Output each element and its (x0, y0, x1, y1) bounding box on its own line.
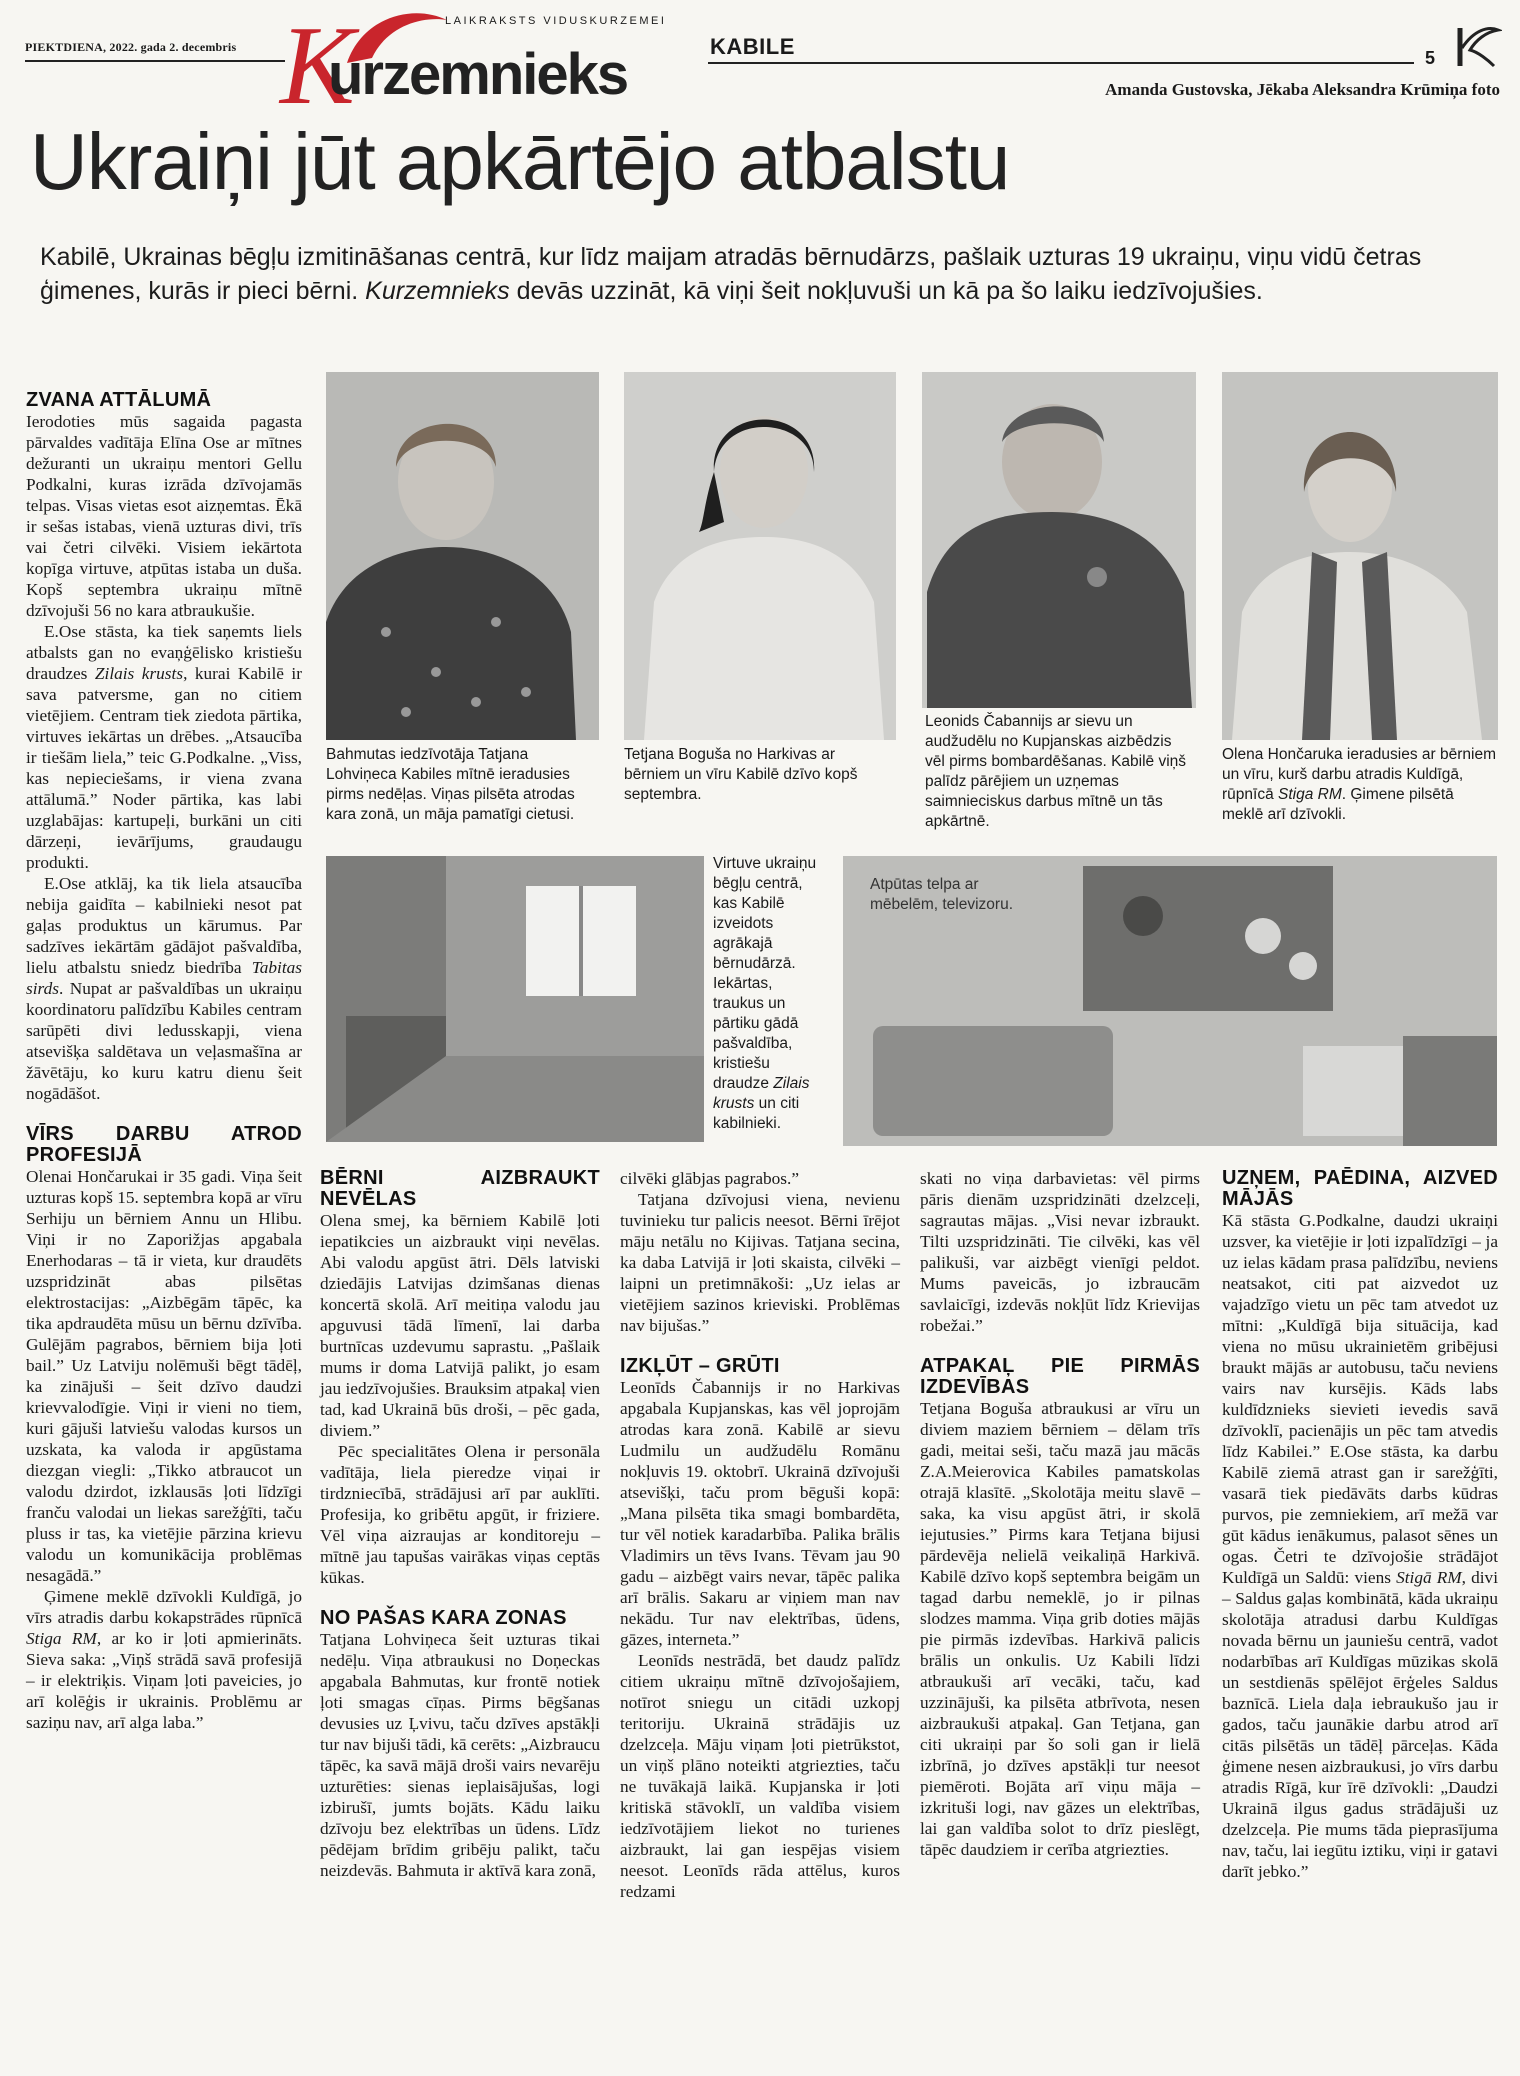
paragraph: E.Ose stāsta, ka tiek saņemts liels atbalsts gan no evaņģēlisko kristiešu draudzes Zilais krusts, kurai Kabilē ir sava patversme, gan no citiem vietējiem. Centram tiek ziedota pārtika, virtuves iekārtas un drēbes. „Atsaucība ir tiešām liela,” teic G.Podkalne. „Viss, kas nepieciešams, ir viena zvana attālumā.” Noder pārtika, kas labi uzglabājas: kartupeļi, burkāni un citi dārzeņi, ievārījums, graudaugu produkti. (26, 622, 302, 872)
caption-photo-3: Leonids Čabannijs ar sievu un audžudēlu no Kupjanskas aizbēdzis vēl pirms bombardēšanas. Kabilē viņš palīdz pārējiem un uzņemas saimnieciskus darbus mītnē un tās apkārtnē. (925, 713, 1187, 830)
newspaper-logo (280, 4, 660, 128)
paragraph: Olenai Hončarukai ir 35 gadi. Viņa šeit uzturas kopš 15. septembra kopā ar vīru Serhiju un bērniem Annu un Hlibu. Viņi ir no Zaporižjas apgabala Enerhodaras – tā ir vieta, kur draudēts uzspridzināt abas pilsētas elektrostacijas: „Aizbēgām tāpēc, ka tika apdraudēta mūsu un bērnu dzīvība. Gulējām pagrabos, bērniem bija ļoti bail.” Uz Latviju nolēmuši bēgt tādēļ, ka zinājuši – šeit dzīvo daudzi krievvalodīgie. Viņi ir vieni no tiem, kuri gājuši latviešu valodas kursos un uzskata, ka valoda ir apgūstama diezgan viegli: „Tikko atbraucot un valodu dzirdot, izklausās ļoti līdzīgi franču valodai un liekas sarežģīti, taču pluss ir tas, ka vietējie pārzina krievu valodu un komunikācija problēmas nesagādā.” (26, 1167, 302, 1585)
logo-wordmark: urzemnieks (328, 42, 628, 107)
photo-leonids-cabannijs (922, 372, 1196, 708)
caption-photo-2: Tetjana Boguša no Harkivas ar bērniem un vīru Kabilē dzīvo kopš septembra. (624, 746, 858, 803)
subhead-uznem-paedina: UZŅEM, PAĒDINA, AIZVED MĀJĀS (1222, 1167, 1498, 1210)
article-column-2 (320, 1168, 600, 1881)
portrait-woman-icon (1222, 372, 1498, 740)
paragraph: Tatjana dzīvojusi viena, nevienu tuvinieku tur palicis neesot. Bērni īrējot māju netālu no Kijivas. Tatjana secina, ka daba Latvijā ir ļoti skaista, cilvēki – laipni un pretimnākoši: „Uz ielas ar vietējiem sazinos krieviski. Problēmas nav bijušas.” (620, 1190, 900, 1335)
paragraph: Ģimene meklē dzīvokli Kuldīgā, jo vīrs atradis darbu kokapstrādes rūpnīcā Stiga RM, ar ko ir ļoti apmierināts. Sieva saka: „Viņš strādā savā profesijā – ir elektriķis. Viņam ļoti paveicies, jo arī kolēģis ir ukrainis. Problēmu ar saziņu nav, arī alga laba.” (26, 1587, 303, 1732)
section-label: KABILE (710, 34, 795, 59)
newspaper-mini-logo-icon (1452, 22, 1502, 70)
subhead-atpakal-pie-pirmas: ATPAKAĻ PIE PIRMĀS IZDEVĪBAS (920, 1355, 1200, 1398)
paragraph: Leonīds nestrādā, bet daudz palīdz citiem ukraiņu mītnē dzīvojošajiem, notīrot sniegu un citādi uzkopj teritoriju. Ukrainā strādājis uz dzelzceļa. Māju viņam ļoti pietrūkstot, un viņš plāno noteikti atgriezties, taču ne tuvākajā laikā. Kupjanska ir ļoti kritiskā stāvoklī, un valdība visiem iedzīvotājiem liekot no turienes aizbraukt, lai gan iespējas visiem neesot. Leonīds rāda attēlus, kuros redzami (620, 1651, 900, 1901)
logo-initial: K (280, 4, 355, 128)
newspaper-tagline: LAIKRAKSTS VIDUSKURZEMEI (445, 15, 667, 27)
subhead-no-pasas-kara-zonas: NO PAŠAS KARA ZONAS (320, 1607, 567, 1629)
photo-olena-honcaruka (1222, 372, 1498, 740)
paragraph: Leonīds Čabannijs ir no Harkivas apgabala Kupjanskas, kas vēl joprojām atrodas kara zonā. Kabilē ar sievu Ludmilu un audžudēlu Romānu nokļuvis 19. oktobrī. Ukrainā dzīvojuši atsevišķi, taču prom bēguši kopā: „Mana pilsēta tika smagi bombardēta, tur vēl notiek karadarbība. Palika brālis Vladimirs un tēvs Ivans. Tēvam jau 90 gadu – aizbēgt vairs nevar, tāpēc palika arī brālis. Sakaru ar viņiem man nav nekādu. Tur nav elektrības, ūdens, gāzes, interneta.” (620, 1378, 900, 1649)
portrait-woman-icon (326, 372, 599, 740)
subhead-izklut-gruti: IZKĻŪT – GRŪTI (620, 1355, 780, 1377)
photo-kitchen (326, 856, 704, 1142)
article-headline: Ukraiņi jūt apkārtējo atbalstu (30, 117, 1010, 206)
subhead-virs-darbu-atrod: VĪRS DARBU ATROD PROFESIJĀ (26, 1123, 302, 1166)
article-column-1 (26, 390, 302, 1733)
paragraph: Olena smej, ka bērniem Kabilē ļoti iepatikcies un aizbraukt viņi nevēlas. Abi valodu apgūst ātri. Dēls latviski dziedājis Latvijas dzimšanas dienas koncertā skolā. Arī meitiņa valodu jau apguvusi tādā līmenī, lai darba burtnīcas uzdevumu saprastu. „Pašlaik mums ir doma Latvijā palikt, jo esam jau iedzīvojušies. Brauksim atpakaļ vien tad, kad Ukrainā būs droši, – pēc gada, diviem.” (320, 1211, 600, 1440)
lead-italic: Kurzemnieks (365, 277, 510, 305)
paragraph: E.Ose atklāj, ka tik liela atsaucība nebija gaidīta – kabilnieki nesot pat gaļas produktus un kārumus. Par sadzīves iekārtām gādājot pašvaldība, lielu atbalstu sniedz biedrība Tabitas sirds. Nupat ar pašvaldības un ukraiņu koordinatoru palīdzību Kabiles centram sarūpēti divi ledusskapji, viena atsevišķa saldētava un veļasmašīna ar žāvētāju, ko kuru katru dienu šeit nogādāšot. (26, 874, 302, 1103)
paragraph: Kā stāsta G.Podkalne, daudzi ukraiņi uzsver, ka vietējie ir ļoti izpalīdzīgi – ja uz ielas kādam prasa palīdzību, neviens neatsakot, citi pat aizvedot uz vajadzīgo vietu un pēc tam atvedot uz mītni: „Kuldīgā bija situācija, kad viena no mūsu ukrainietēm gribējusi braukt mājās ar autobusu, taču neviens vairs nav kursējis. Kāds labs kuldīdznieks sievieti ievedis savā dzīvoklī, pacienājis un pēc tam atvedis līdz Kabilei.” E.Ose stāsta, ka darbu Kabilē ziemā atrast gan ir sarežģīti, vasarā tiek piedāvāts darbs kūdras purvos, pie zemniekiem, arī mežā var gūt kādus ienākumus, palasot sēnes un ogas. Četri te dzīvojošie strādājot Kuldīgā un Saldū: viens Stigā RM, divi – Saldus gaļas kombinātā, kāda ukraiņu skolotāja atradusi darbu Kuldīgas novada bērnu un jauniešu centrā, vadot nodarbības arī Kuldīgas mūzikas skolā un sestdienās spēlējot ērģeles Saldus baznīcā. Liela daļa iebraukušo jau ir gados, taču jaunākie darbu atrod arī citās pilsētās un tādēļ pārceļas. Kāda ģimene nesen aizbraukusi, jo vīrs darbu atradis Rīgā, kur īrē dzīvokli: „Daudzi Ukrainā ilgus gadus strādājuši uz dzelzceļa. Pie mums tāda pieprasījuma nav, taču, lai iegūtu iztiku, viņi ir gatavi darīt jebko.” (1222, 1211, 1498, 1881)
masthead-rule-left (25, 60, 285, 62)
byline: Amanda Gustovska, Jēkaba Aleksandra Krūmiņa foto (1105, 80, 1500, 99)
kitchen-interior-icon (326, 856, 704, 1142)
photo-tetjana-bogusa (624, 372, 896, 740)
portrait-woman-icon (624, 372, 896, 740)
paragraph: Ierodoties mūs sagaida pagasta pārvaldes vadītāja Elīna Ose ar mītnes dežuranti un ukraiņu mentori Gellu Podkalni, kuras izrāda dzīvojamās telpas. Visas vietas esot aizņemtas. Ēkā ir sešas istabas, vienā uzturas divi, trīs vai četri cilvēki. Visiem iekārtota kopīga virtuve, atpūtas istaba un duša. Kopš septembra ukraiņu mītnē dzīvojuši 56 no kara atbraukušie. (26, 412, 302, 620)
paragraph: Tatjana Lohviņeca šeit uzturas tikai nedēļu. Viņa atbraukusi no Doņeckas apgabala Bahmutas, kur frontē notiek ļoti smagas cīņas. Pirms bēgšanas devusies uz Ļvivu, taču dzīves apstākļi tur nav bijuši tādi, kā cerēts: „Aizbraucu tāpēc, ka savā mājā droši vairs nevarēju uzturēties: sienas ieplaisājušas, logi izbirušī, jumts bojāts. Kādu laiku dzīvoju bez elektrības un ūdens. Līdz pēdējam brīdim gribēju palikt, taču neizdevās. Bahmuta ir aktīvā kara zonā, (320, 1630, 600, 1880)
article-column-3 (620, 1168, 900, 1902)
portrait-man-icon (922, 372, 1196, 708)
caption-kitchen: Virtuve ukraiņu bēgļu centrā, kas Kabilē izveidots agrākajā bērnudārzā. Iekārtas, traukus un pārtiku gādā pašvaldība, kristiešu draudze Zilais krusts un citi kabilnieki. (713, 855, 817, 1132)
paragraph: cilvēki glābjas pagrabos.” (620, 1169, 799, 1188)
paragraph: skati no viņa darbavietas: vēl pirms pāris dienām uzspridzināti dzelzceļi, sagrautas mājas. „Visi nevar izbraukt. Tilti uzspridzināti. Tie cilvēki, kas vēl palikuši, var aizbēgt vienīgi peldot. Mums paveicās, jo izbraucām savlaicīgi, izdevās nokļūt līdz Krievijas robežai.” (920, 1169, 1200, 1335)
paragraph: Pēc specialitātes Olena ir personāla vadītāja, liela pieredze viņai ir tirdzniecībā, strādājusi arī par auklīti. Profesija, ko gribētu apgūt, ir friziere. Vēl viņa aizraujas ar konditoreju – mītnē jau tapušas vairākas viņas ceptās kūkas. (320, 1442, 600, 1587)
subhead-berni-aizbraukt: BĒRNI AIZBRAUKT NEVĒLAS (320, 1167, 600, 1210)
caption-photo-4: Olena Hončaruka ieradusies ar bērniem un vīru, kurš darbu atradis Kuldīgā, rūpnīcā Stiga RM. Ģimene pilsētā meklē arī dzīvokli. (1222, 746, 1496, 823)
subhead-zvana-attaluma: ZVANA ATTĀLUMĀ (26, 389, 212, 411)
article-column-5 (1222, 1168, 1498, 1882)
issue-date: PIEKTDIENA, 2022. gada 2. decembris (25, 40, 237, 54)
caption-lounge: Atpūtas telpa ar mēbelēm, televizoru. (870, 876, 1014, 913)
caption-photo-1: Bahmutas iedzīvotāja Tatjana Lohviņeca Kabiles mītnē ieradusies pirms nedēļas. Viņas pilsēta atrodas kara zonā, un māja pamatīgi cietusi. (326, 746, 575, 823)
page-number: 5 (1425, 48, 1436, 68)
masthead-rule-right (708, 62, 1414, 64)
article-lead: Kabilē, Ukrainas bēgļu izmitināšanas centrā, kur līdz maijam atradās bērnudārzs, pašlaik uzturas 19 ukraiņu, viņu vidū četras ģimenes, kurās ir pieci bērni. Kurzemnieks devās uzzināt, kā viņi šeit nokļuvuši un kā pa šo laiku iedzīvojušies. (40, 243, 1422, 305)
paragraph: Tetjana Boguša atbraukusi ar vīru un diviem maziem bērniem – dēlam trīs gadi, meitai seši, taču mazā jau mācās Z.A.Meierovica Kabiles pamatskolas otrajā klasītē. „Skolotāja meitu slavē – saka, ka visu apgūst ātri, ir skolā iejutusies.” Pirms kara Tetjana bijusi pārdevēja nelielā veikaliņā Harkivā. Kabilē dzīvo kopš septembra beigām un tagad darbu nemeklē, jo ir pilnas slodzes mamma. Viņa grib doties mājās pie pirmās izdevības. Harkivā palicis brālis un onkulis. Uz Kabili līdzi atbraukuši arī vecāki, taču, kad uzzinājuši, ka pilsēta atbrīvota, nesen aizbraukuši atpakaļ. Gan Tetjana, gan citi ukraiņi par šo soli gan ir lielā izbrīnā, jo dzīves apstākļi tur neesot piemēroti. Bojāta arī viņu māja – izkrituši logi, nav gāzes un elektrības, lai gan valdība solot to drīz pieslēgt, tāpēc daudziem ir cerība atgriezties. (920, 1399, 1200, 1859)
article-column-4 (920, 1168, 1200, 1860)
photo-tatjana-lohvineca (326, 372, 599, 740)
